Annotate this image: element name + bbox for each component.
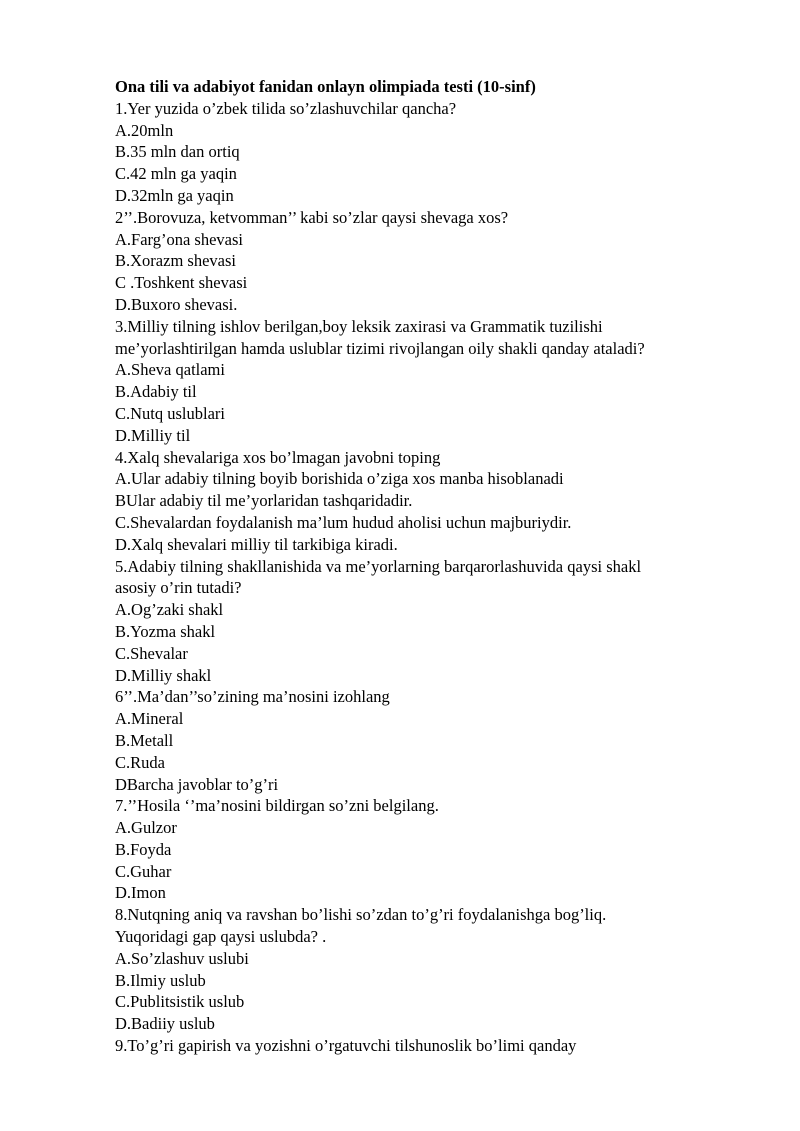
question-block <box>115 795 755 904</box>
answer-option: C .Toshkent shevasi <box>115 273 248 293</box>
answer-option: DBarcha javoblar to’g’ri <box>115 774 279 794</box>
answer-option: C.Publitsistik uslub <box>115 992 245 1012</box>
question-text: me’yorlashtirilgan hamda uslublar tizimi rivojlangan oily shakli qanday ataladi? <box>115 338 645 358</box>
answer-option: B.35 mln dan ortiq <box>115 142 240 162</box>
question-block <box>115 98 755 207</box>
answer-option: A.Ular adabiy tilning boyib borishida o’ziga xos manba hisoblanadi <box>115 469 564 489</box>
question-block <box>115 686 755 795</box>
answer-option: C.Ruda <box>115 752 165 772</box>
question-block <box>115 556 755 687</box>
answer-option: B.Foyda <box>115 839 172 859</box>
question-text: asosiy o’rin tutadi? <box>115 578 242 598</box>
answer-option: D.Imon <box>115 883 166 903</box>
answer-option: C.Shevalardan foydalanish ma’lum hudud aholisi uchun majburiydir. <box>115 512 572 532</box>
answer-option: A.Mineral <box>115 709 184 729</box>
answer-option: A.So’zlashuv uslubi <box>115 948 249 968</box>
answer-option: D.Buxoro shevasi. <box>115 294 238 314</box>
question-text: 2’’.Borovuza, ketvomman’’ kabi so’zlar qaysi shevaga xos? <box>115 207 509 227</box>
question-text: 3.Milliy tilning ishlov berilgan,boy leksik zaxirasi va Grammatik tuzilishi <box>115 316 603 336</box>
answer-option: A.Farg’ona shevasi <box>115 229 244 249</box>
answer-option: D.Milliy til <box>115 425 191 445</box>
question-text: 5.Adabiy tilning shakllanishida va me’yorlarning barqarorlashuvida qaysi shakl <box>115 556 642 576</box>
answer-option: C.Guhar <box>115 861 172 881</box>
question-text: 9.To’g’ri gapirish va yozishni o’rgatuvchi tilshunoslik bo’limi qanday <box>115 1036 577 1056</box>
answer-option: A.20mln <box>115 120 174 140</box>
question-text: 1.Yer yuzida o’zbek tilida so’zlashuvchilar qancha? <box>115 98 457 118</box>
answer-option: D.32mln ga yaqin <box>115 185 234 205</box>
question-block <box>115 904 755 1035</box>
document-title: Ona tili va adabiyot fanidan onlayn olimpiada testi (10-sinf) <box>115 77 536 96</box>
question-text: 6’’.Ma’dan’’so’zining ma’nosini izohlang <box>115 687 390 707</box>
question-text: 4.Xalq shevalariga xos bo’lmagan javobni toping <box>115 447 441 467</box>
question-block <box>115 1035 755 1057</box>
answer-option: D.Badiiy uslub <box>115 1014 215 1034</box>
question-text: Yuqoridagi gap qaysi uslubda? . <box>115 927 327 947</box>
answer-option: C.Shevalar <box>115 643 188 663</box>
answer-option: BUlar adabiy til me’yorlaridan tashqaridadir. <box>115 491 413 511</box>
question-text: 7.’’Hosila ‘’ma’nosini bildirgan so’zni belgilang. <box>115 796 439 816</box>
answer-option: D.Milliy shakl <box>115 665 212 685</box>
answer-option: C.42 mln ga yaqin <box>115 164 237 184</box>
answer-option: B.Ilmiy uslub <box>115 970 206 990</box>
question-block <box>115 316 755 447</box>
answer-option: B.Yozma shakl <box>115 621 216 641</box>
answer-option: A.Gulzor <box>115 818 177 838</box>
answer-option: D.Xalq shevalari milliy til tarkibiga kiradi. <box>115 534 398 554</box>
answer-option: B.Metall <box>115 730 174 750</box>
answer-option: B.Xorazm shevasi <box>115 251 236 271</box>
question-block <box>115 207 755 316</box>
document-content <box>115 76 755 1057</box>
question-text: 8.Nutqning aniq va ravshan bo’lishi so’zdan to’g’ri foydalanishga bog’liq. <box>115 905 607 925</box>
answer-option: C.Nutq uslublari <box>115 403 225 423</box>
answer-option: A.Sheva qatlami <box>115 360 225 380</box>
question-block <box>115 447 755 556</box>
answer-option: B.Adabiy til <box>115 382 197 402</box>
answer-option: A.Og’zaki shakl <box>115 600 224 620</box>
